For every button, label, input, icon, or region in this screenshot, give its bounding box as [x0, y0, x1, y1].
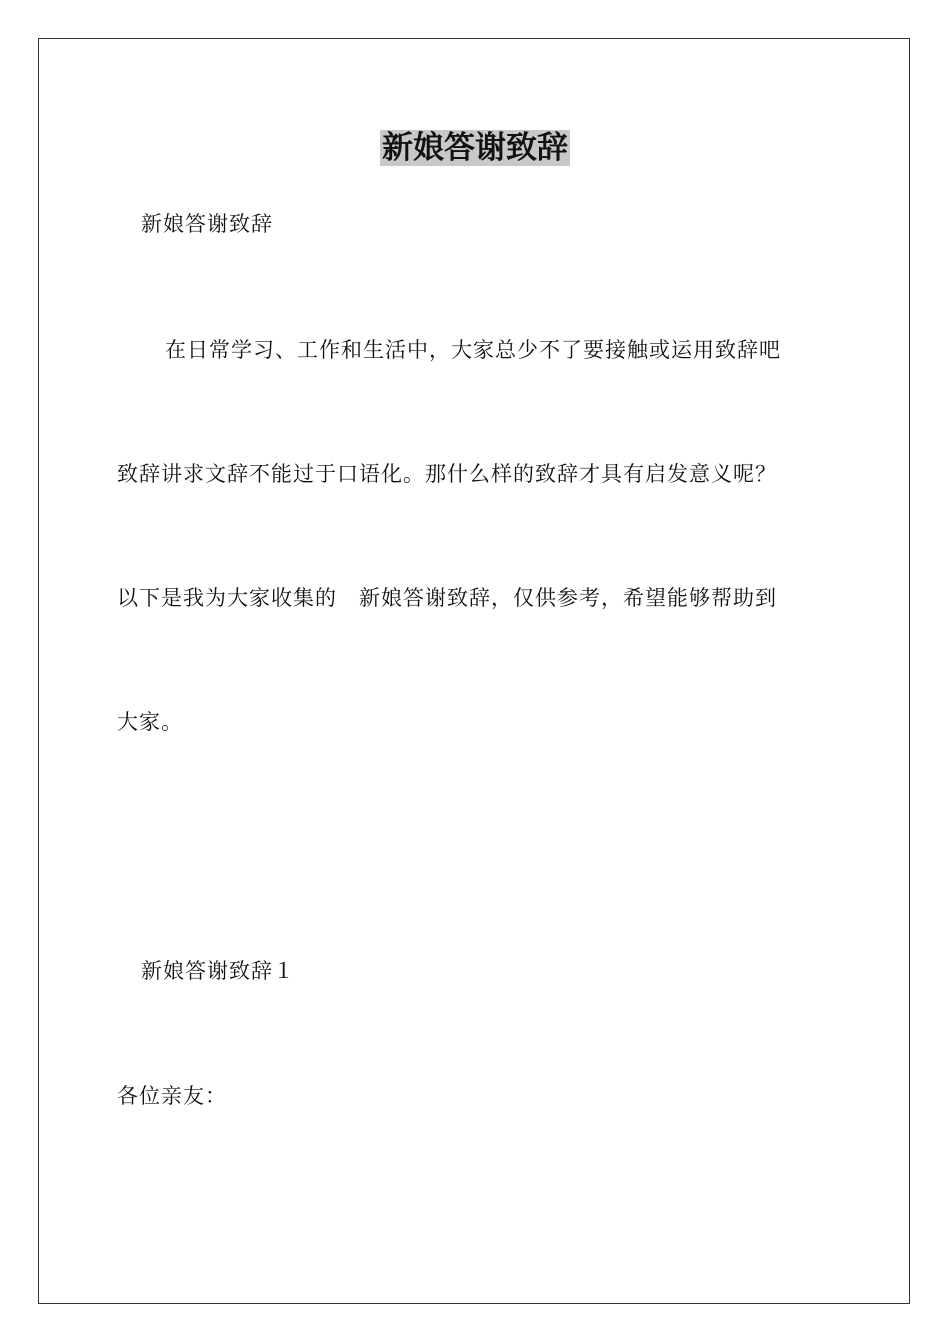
intro-line-3: 以下是我为大家收集的 新娘答谢致辞，仅供参考，希望能够帮助到 — [117, 586, 777, 610]
subtitle: 新娘答谢致辞 — [141, 212, 273, 236]
section-heading: 新娘答谢致辞１ — [141, 959, 295, 983]
intro-line-2: 致辞讲求文辞不能过于口语化。那什么样的致辞才具有启发意义呢？ — [117, 462, 777, 486]
title-text-highlighted: 新娘答谢致辞 — [382, 130, 568, 166]
intro-line-4: 大家。 — [117, 710, 183, 734]
intro-line-1: 在日常学习、工作和生活中，大家总少不了要接触或运用致辞吧 — [165, 338, 781, 362]
salutation: 各位亲友： — [117, 1084, 227, 1108]
document-title — [0, 128, 950, 168]
